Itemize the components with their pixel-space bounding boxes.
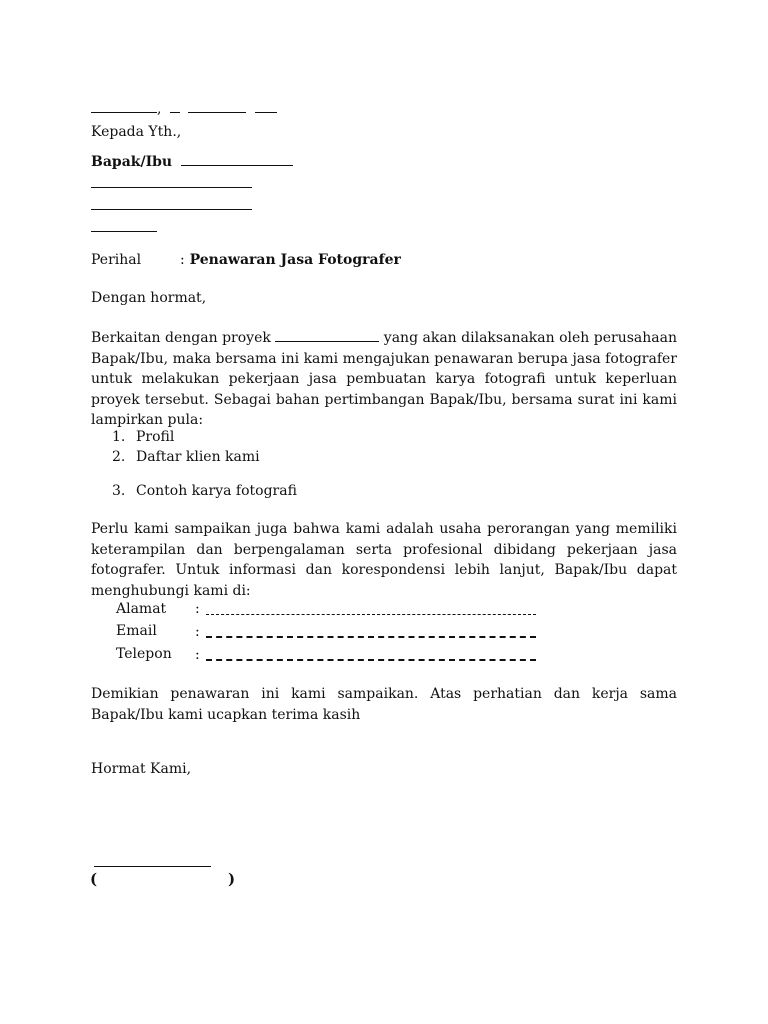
list-item (112, 449, 260, 465)
list-item-label: Daftar klien kami (136, 449, 260, 465)
paragraph-1-part-1: Berkaitan dengan proyek (91, 330, 271, 346)
address-field-line (206, 614, 536, 615)
contact-colon: : (195, 601, 200, 617)
salutation: Dengan hormat, (91, 290, 207, 306)
subject-colon: : (180, 252, 185, 268)
phone-field-line (206, 659, 536, 661)
list-item-number: 2. (112, 449, 126, 465)
email-field-line (206, 636, 536, 638)
closing-paragraph: Demikian penawaran ini kami sampaikan. Atas perhatian dan kerja sama Bapak/Ibu kami ucapkan terima kasih (91, 686, 677, 723)
list-item-label: Contoh karya fotografi (136, 483, 297, 499)
signature-open-paren: ( (90, 870, 98, 888)
address-line-2 (91, 197, 252, 210)
recipient-title: Bapak/Ibu (91, 154, 173, 170)
list-item-number: 1. (112, 429, 126, 445)
body-paragraph-2: Perlu kami sampaikan juga bahwa kami adalah usaha perorangan yang memiliki keterampilan dan berpengalaman serta profesional dibidang pekerjaan jasa fotografer. Untuk informasi dan korespondensi lebih lanjut, Bapak/Ibu dapat menghubungi kami di: (91, 521, 677, 599)
project-name-blank (275, 330, 379, 342)
sign-off: Hormat Kami, (91, 761, 192, 777)
date-placeholder: , (91, 100, 277, 114)
signature-line (94, 854, 211, 867)
list-item (112, 483, 297, 499)
subject-line (180, 252, 401, 268)
paragraph-1-part-2: yang akan dilaksanakan oleh perusahaan Bapak/Ibu, maka bersama ini kami mengajukan penawaran berupa jasa fotografer untuk melakukan pekerjaan jasa pembuatan karya fotografi untuk keperluan proyek tersebut. Sebagai bahan pertimbangan Bapak/Ibu, bersama surat ini kami lampirkan pula: (91, 330, 678, 428)
subject-value: Penawaran Jasa Fotografer (189, 252, 401, 268)
list-item-label: Profil (136, 429, 175, 445)
recipient-name-blank (181, 152, 293, 166)
contact-colon: : (195, 624, 200, 640)
signature-close-paren: ) (228, 870, 236, 888)
subject-label: Perihal (91, 252, 142, 268)
recipient-greeting: Kepada Yth., (91, 124, 182, 140)
contact-label-address: Alamat (116, 601, 167, 617)
address-line-1 (91, 175, 252, 188)
contact-label-email: Email (116, 623, 157, 639)
recipient-name-line (91, 152, 293, 170)
contact-label-phone: Telepon (116, 646, 172, 662)
contact-colon: : (195, 647, 200, 663)
body-paragraph-1 (91, 328, 677, 431)
list-item (112, 429, 174, 445)
address-line-3 (91, 219, 157, 232)
list-item-number: 3. (112, 483, 126, 499)
